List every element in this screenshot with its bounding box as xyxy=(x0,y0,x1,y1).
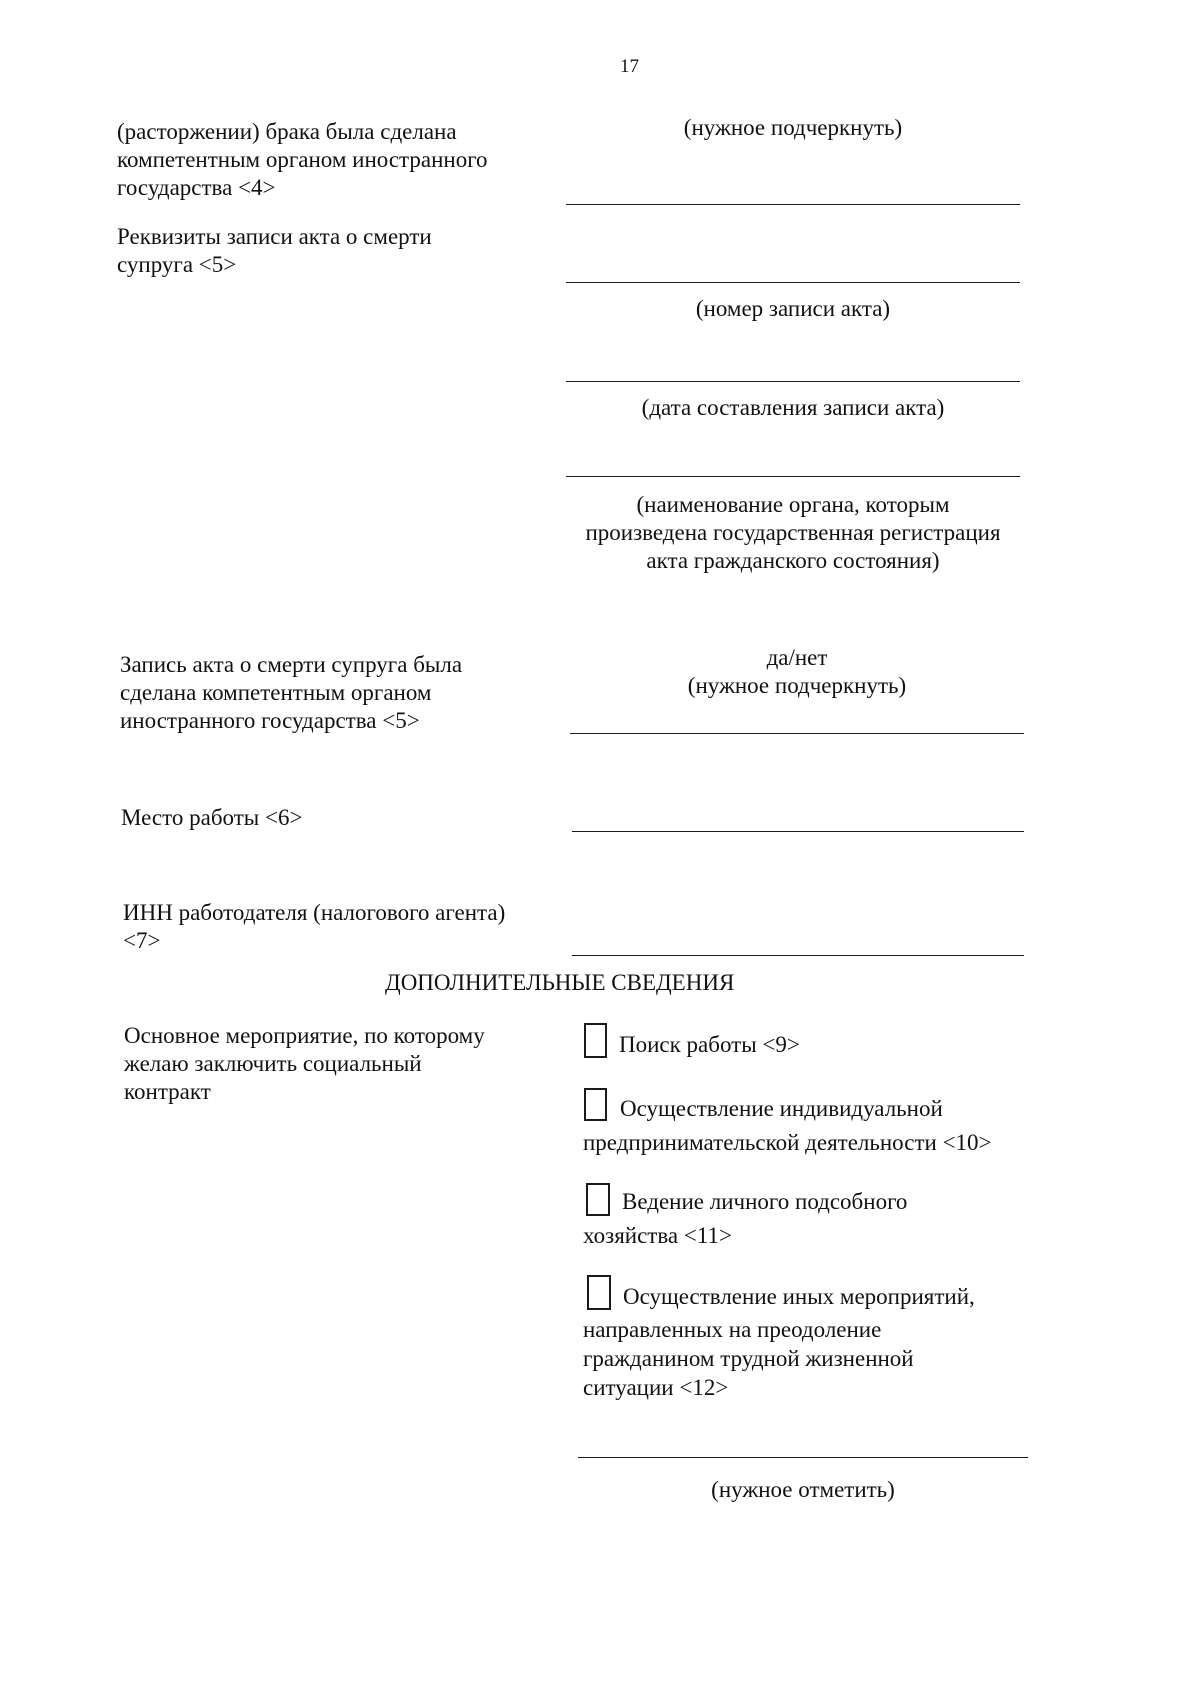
option-other-measures-label-line-4: ситуации <12> xyxy=(583,1375,729,1400)
death-record-date-line[interactable] xyxy=(566,381,1020,382)
additional-label-line-1: Основное мероприятие, по которому xyxy=(124,1023,485,1048)
death-foreign-answer-line[interactable] xyxy=(570,733,1024,734)
death-record-organ-caption-line-3: акта гражданского состояния) xyxy=(646,548,940,573)
death-record-date-caption: (дата составления записи акта) xyxy=(641,395,945,420)
employer-inn-label-line-2: <7> xyxy=(123,928,161,953)
additional-heading: ДОПОЛНИТЕЛЬНЫЕ СВЕДЕНИЯ xyxy=(385,970,735,995)
workplace-label: Место работы <6> xyxy=(121,805,303,830)
divorce-foreign-answer-line[interactable] xyxy=(566,204,1020,205)
death-foreign-label-line-2: сделана компетентным органом xyxy=(120,680,432,705)
death-record-label-line-2: супруга <5> xyxy=(117,252,237,277)
option-job-search-checkbox[interactable] xyxy=(584,1023,607,1058)
option-household-farm-label-line-1: Ведение личного подсобного xyxy=(622,1189,908,1214)
death-foreign-label-line-1: Запись акта о смерти супруга была xyxy=(120,652,463,677)
additional-answer-line[interactable] xyxy=(578,1457,1028,1458)
death-record-number-line[interactable] xyxy=(566,282,1020,283)
option-job-search-label: Поиск работы <9> xyxy=(619,1032,800,1057)
additional-label-line-2: желаю заключить социальный xyxy=(124,1051,422,1076)
option-other-measures-label-line-1: Осуществление иных мероприятий, xyxy=(623,1284,975,1309)
death-foreign-label-line-3: иностранного государства <5> xyxy=(120,708,420,733)
option-other-measures-label-line-3: гражданином трудной жизненной xyxy=(583,1346,914,1371)
divorce-foreign-label-line-1: (расторжении) брака была сделана xyxy=(117,119,457,144)
additional-label-line-3: контракт xyxy=(124,1079,211,1104)
death-foreign-hint: (нужное подчеркнуть) xyxy=(687,673,907,698)
option-entrepreneurship-checkbox[interactable] xyxy=(584,1088,607,1121)
employer-inn-label-line-1: ИНН работодателя (налогового агента) xyxy=(123,900,506,925)
death-record-organ-line[interactable] xyxy=(566,476,1020,477)
divorce-foreign-label-line-3: государства <4> xyxy=(117,175,276,200)
death-record-number-caption: (номер записи акта) xyxy=(695,296,891,321)
death-record-organ-caption-line-1: (наименование органа, которым xyxy=(636,492,950,517)
option-household-farm-label-line-2: хозяйства <11> xyxy=(583,1223,732,1248)
employer-inn-line[interactable] xyxy=(572,955,1024,956)
option-other-measures-label-line-2: направленных на преодоление xyxy=(583,1317,882,1342)
death-record-organ-caption-line-2: произведена государственная регистрация xyxy=(585,520,1001,545)
additional-hint: (нужное отметить) xyxy=(711,1477,895,1502)
option-entrepreneurship-label-line-1: Осуществление индивидуальной xyxy=(620,1096,943,1121)
divorce-foreign-hint: (нужное подчеркнуть) xyxy=(683,115,903,140)
death-foreign-answer: да/нет xyxy=(766,645,828,670)
divorce-foreign-label-line-2: компетентным органом иностранного xyxy=(117,147,488,172)
option-entrepreneurship-label-line-2: предпринимательской деятельности <10> xyxy=(583,1130,992,1155)
option-other-measures-checkbox[interactable] xyxy=(587,1275,611,1310)
workplace-line[interactable] xyxy=(572,831,1024,832)
option-household-farm-checkbox[interactable] xyxy=(586,1183,610,1216)
death-record-label-line-1: Реквизиты записи акта о смерти xyxy=(117,224,432,249)
page-number: 17 xyxy=(620,56,639,77)
